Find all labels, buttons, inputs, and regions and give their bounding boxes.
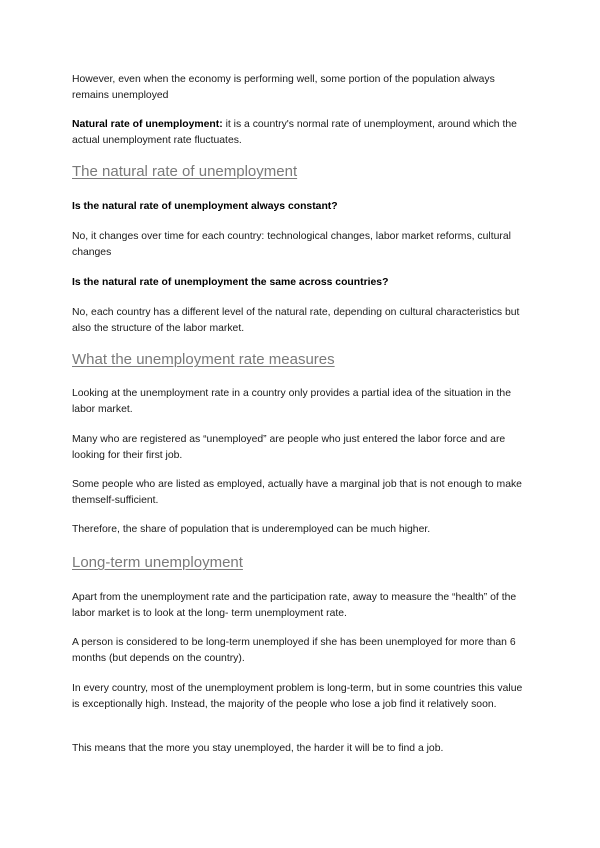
question-1-text: Is the natural rate of unemployment always constant?: [72, 201, 338, 212]
measures-text-1: Looking at the unemployment rate in a country only provides a partial idea of the situation in the labor market.: [72, 388, 511, 415]
long-term-paragraph-2: [72, 635, 532, 667]
measures-paragraph-3: [72, 477, 532, 509]
answer-2-text: No, each country has a different level of the natural rate, depending on cultural characteristics but also the structure of the labor market.: [72, 307, 520, 334]
intro-text: However, even when the economy is performing well, some portion of the population always remains unemployed: [72, 74, 495, 101]
measures-paragraph-1: [72, 386, 532, 418]
heading-long-term: Long-term unemployment: [72, 554, 243, 571]
measures-paragraph-4: [72, 522, 532, 538]
measures-text-2: Many who are registered as “unemployed” are people who just entered the labor force and are looking for their first job.: [72, 434, 506, 461]
long-term-paragraph-1: [72, 590, 532, 622]
answer-1: [72, 229, 532, 261]
definition-text: it is a country's normal rate of unemployment, around which the actual unemployment rate fluctuates.: [72, 119, 517, 146]
heading-natural-rate: The natural rate of unemployment: [72, 163, 298, 180]
long-term-paragraph-4: [72, 741, 532, 757]
definition-paragraph: [72, 117, 532, 149]
long-term-text-1: Apart from the unemployment rate and the participation rate, away to measure the “health” of the labor market is to look at the long- term unemployment rate.: [72, 592, 517, 619]
intro-paragraph: [72, 72, 532, 104]
long-term-text-4: This means that the more you stay unemployed, the harder it will be to find a job.: [72, 743, 444, 754]
section-heading-measures: [72, 351, 532, 369]
question-2: [72, 275, 532, 291]
answer-1-text: No, it changes over time for each country: technological changes, labor market reforms, cultural changes: [72, 231, 511, 258]
measures-text-4: Therefore, the share of population that is underemployed can be much higher.: [72, 524, 431, 535]
section-heading-natural-rate: [72, 163, 532, 181]
section-heading-long-term: [72, 554, 532, 572]
definition-term: Natural rate of unemployment:: [72, 119, 223, 130]
answer-2: [72, 305, 532, 337]
long-term-text-2: A person is considered to be long-term unemployed if she has been unemployed for more than 6 months (but depends on the country).: [72, 637, 516, 664]
measures-paragraph-2: [72, 432, 532, 464]
question-2-text: Is the natural rate of unemployment the same across countries?: [72, 277, 389, 288]
measures-text-3: Some people who are listed as employed, actually have a marginal job that is not enough to make themself-sufficient.: [72, 479, 522, 506]
question-1: [72, 199, 532, 215]
long-term-paragraph-3: [72, 681, 532, 713]
long-term-text-3: In every country, most of the unemployment problem is long-term, but in some countries this value is exceptionally high. Instead, the majority of the people who lose a job find it relatively soon.: [72, 683, 523, 710]
heading-measures: What the unemployment rate measures: [72, 351, 335, 368]
